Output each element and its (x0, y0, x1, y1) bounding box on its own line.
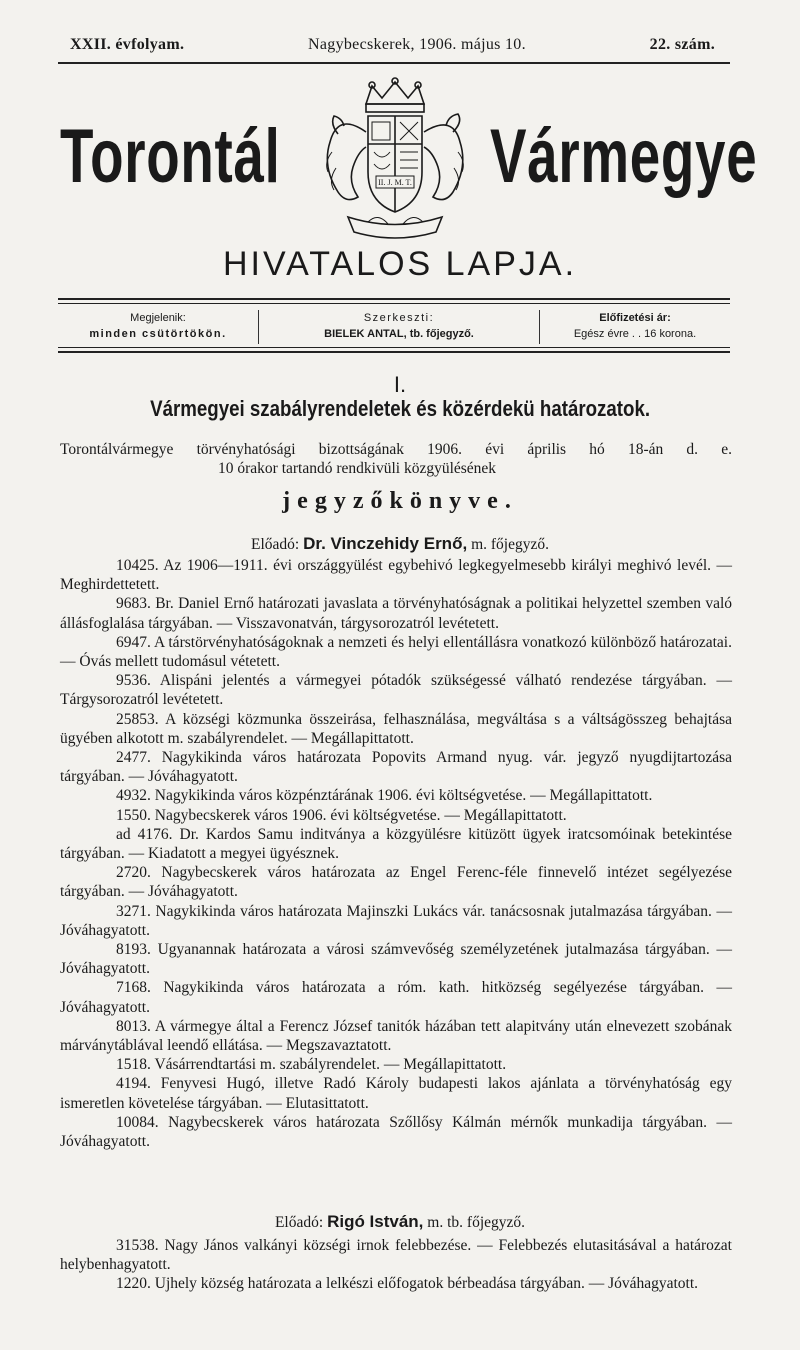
agenda-entry: 10425. Az 1906—1911. évi országgyülést egybehivó legkegyelmesebb királyi meghivó levél. — Meghirdettetett. (60, 557, 732, 594)
agenda-entry: 1220. Ujhely község határozata a lelkészi előfogatok bérbeadása tárgyában. — Jóváhagyatott. (116, 1275, 699, 1293)
agenda-entry: ad 4176. Dr. Kardos Samu inditványa a közgyülésre kitüzött ügyek iratcsomóinak betekintése tárgyában. — Kiadatott a megyei ügyésznek. (60, 825, 732, 863)
agenda-entry: 4194. Fenyvesi Hugó, illetve Radó Károly budapesti lakos ajánlata a törvényhatóság egy ismeretlen követelése tárgyában. — Elutasittatott. (60, 1075, 732, 1112)
presenter-1-label: Előadó: (251, 536, 300, 553)
issue-header (70, 36, 715, 54)
info-bottom-rule-thin (58, 347, 730, 348)
info-top-rule-thin (58, 303, 730, 304)
info-frequency-value: minden csütörtökön. (89, 328, 227, 340)
info-editor-value: BIELEK ANTAL, tb. főjegyző. (324, 328, 474, 340)
agenda-list-2 (60, 1236, 732, 1294)
info-editor (259, 310, 540, 344)
agenda-entry: 7168. Nagykikinda város határozata a róm. kath. hitközség segélyezése tárgyában. — Jóváhagyatott. (60, 979, 732, 1016)
agenda-entry: 8193. Ugyanannak határozata a városi számvevőség személyzetének jutalmazása tárgyában. — Jóváhagyatott. (60, 941, 732, 978)
info-subscription-value: Egész évre . . 16 korona. (573, 328, 697, 340)
agenda-entry: 9683. Br. Daniel Ernő határozati javaslata a törvényhatóságnak a politikai helyzettel szemben való állásfoglalása tárgyában. — Visszavonatván, tárgysorozatról levétetett. (60, 595, 732, 632)
masthead-title-right: Vármegye (490, 114, 758, 199)
presenter-2-name: Rigó István, (327, 1212, 424, 1231)
coat-of-arms-icon (308, 72, 483, 247)
info-frequency (58, 310, 259, 344)
presenter-2 (0, 1212, 800, 1232)
agenda-entry: 25853. A községi közmunka összeirása, felhasználása, megváltása s a váltságösszeg behajtása ügyében alkotott m. szabályrendelet. — Megállapittatott. (60, 710, 732, 747)
agenda-entry: 6947. A társtörvényhatóságoknak a nemzeti és helyi ellentállásra vonatkozó különböző határozatai. — Óvás mellett tudomásul vétetett. (60, 633, 732, 671)
agenda-entry: 4932. Nagykikinda város közpénztárának 1906. évi költségvetése. — Megállapittatott. (116, 787, 653, 805)
intro-line-1: Torontálvármegye törvényhatósági bizottságának 1906. évi április hó 18-án d. e. (60, 441, 732, 458)
presenter-1-name: Dr. Vinczehidy Ernő, (303, 534, 468, 553)
info-editor-label: Szerkeszti: (363, 312, 435, 324)
agenda-entry: 1550. Nagybecskerek város 1906. évi költségvetése. — Megállapittatott. (116, 806, 567, 824)
masthead-title-left: Torontál (60, 114, 281, 199)
info-bottom-rule (58, 351, 730, 353)
header-rule (58, 62, 730, 64)
document-heading: jegyzőkönyve. (282, 488, 518, 514)
place-date: Nagybecskerek, 1906. május 10. (308, 36, 526, 53)
section-number: I. (393, 372, 407, 397)
crest-ribbon-text: II. J. M. T. (378, 178, 412, 187)
agenda-entry: 2720. Nagybecskerek város határozata az Engel Ferenc-féle finnevelő intézet segélyezése tárgyában. — Jóváhagyatott. (60, 864, 732, 901)
presenter-1 (0, 534, 800, 554)
section-title-text: Vármegyei szabályrendeletek és közérdekü határozatok. (150, 396, 650, 421)
agenda-list-1 (60, 556, 732, 1151)
masthead-subtitle: HIVATALOS LAPJA. (222, 245, 578, 283)
info-subscription (540, 310, 730, 344)
agenda-entry: 31538. Nagy János valkányi községi irnok felebbezése. — Felebbezés elutasitásával a határozat helybenhagyatott. (60, 1237, 732, 1274)
issue-number: 22. szám. (649, 36, 715, 53)
intro-line-2: 10 órakor tartandó rendkivüli közgyülésének (218, 460, 497, 477)
agenda-entry: 8013. A vármegye által a Ferencz József tanitók házában tett alapitvány után elnevezett szobának márványtáblával leendő ellátása. — Megszavaztatott. (60, 1017, 732, 1055)
section-title (0, 396, 800, 422)
agenda-entry: 1518. Vásárrendtartási m. szabályrendelet. — Megállapittatott. (116, 1056, 507, 1074)
volume-label: XXII. évfolyam. (70, 36, 185, 53)
presenter-2-label: Előadó: (274, 1214, 324, 1231)
info-frequency-label: Megjelenik: (130, 312, 186, 324)
agenda-entry: 2477. Nagykikinda város határozata Popovits Armand nyug. vár. jegyző nyugdijtartozása tárgyában. — Jóváhagyatott. (60, 749, 732, 786)
presenter-2-role: m. tb. főjegyző. (427, 1214, 526, 1231)
info-subscription-label: Előfizetési ár: (599, 312, 671, 324)
publication-info-strip (58, 310, 730, 344)
minutes-intro (60, 440, 732, 478)
presenter-1-role: m. főjegyző. (471, 536, 549, 553)
agenda-entry: 10084. Nagybecskerek város határozata Szőllősy Kálmán mérnők munkadija tárgyában. — Jóváhagyatott. (60, 1113, 732, 1151)
info-top-rule (58, 298, 730, 300)
agenda-entry: 3271. Nagykikinda város határozata Majinszki Lukács vár. tanácsosnak jutalmazása tárgyában. — Jóváhagyatott. (60, 902, 732, 939)
agenda-entry: 9536. Alispáni jelentés a vármegyei pótadók szükségessé válható rendezése tárgyában. — Tárgysorozatról levétetett. (60, 672, 732, 709)
